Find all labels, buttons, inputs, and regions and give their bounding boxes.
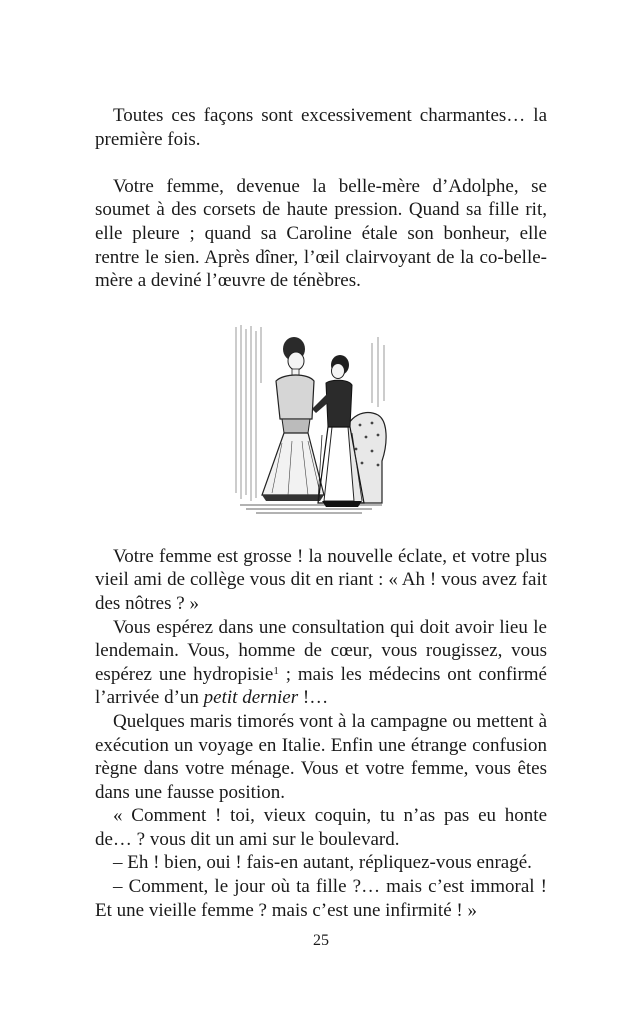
engraving-two-women-corset-icon — [232, 323, 392, 519]
paragraph-4-text-a: Vous espérez dans une consultation qui doit avoir lieu le lendemain. Vous, homme de cœur, vous rougissez, vous espérez une hydropisie — [95, 616, 547, 685]
paragraph-5: Quelques maris timorés vont à la campagne ou mettent à exécution un voyage en Italie. Enfin une étrange confusion règne dans votre ménage. Vous et votre femme, vous êtes dans une fausse position. — [95, 710, 547, 803]
paragraph-1: Toutes ces façons sont excessivement charmantes… la première fois. — [95, 105, 547, 150]
paragraph-4-italic: petit dernier — [203, 687, 299, 709]
paragraph-3: Votre femme est grosse ! la nouvelle éclate, et votre plus vieil ami de collège vous dit en riant : « Ah ! vous avez fait des nôtres ? » — [95, 545, 547, 614]
footnote-reference: 1 — [273, 664, 279, 677]
paragraph-4-text-c: !… — [298, 687, 329, 709]
page-text — [95, 104, 547, 922]
paragraph-7: – Eh ! bien, oui ! fais-en autant, répliquez-vous enragé. — [113, 852, 532, 874]
paragraph-4 — [95, 616, 547, 710]
paragraph-gap — [95, 151, 547, 175]
paragraph-4-text-b: ; mais les médecins ont confirmé l’arrivée d’un — [95, 663, 547, 709]
paragraph-8: – Comment, le jour où ta fille ?… mais c’est immoral ! Et une vieille femme ? mais c’est une infirmité ! » — [95, 876, 547, 921]
page-number: 25 — [313, 932, 329, 949]
paragraph-2: Votre femme, devenue la belle-mère d’Adolphe, se soumet à des corsets de haute pression. Quand sa fille rit, elle pleure ; quand sa Caroline étale son bonheur, elle rentre le sien. Après dîner, l’œil clairvoyant de la co-belle-mère a deviné l’œuvre de ténèbres. — [95, 175, 547, 292]
paragraph-6: « Comment ! toi, vieux coquin, tu n’as pas eu honte de… ? vous dit un ami sur le boulevard. — [95, 805, 547, 850]
